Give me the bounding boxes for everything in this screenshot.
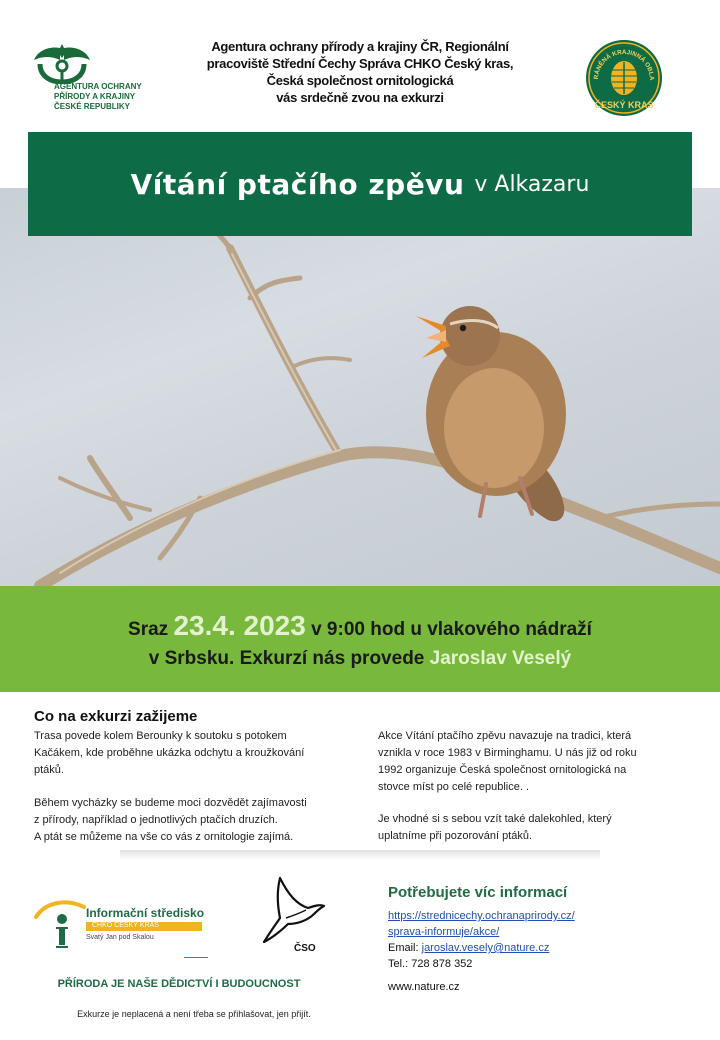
wren-on-branch-illustration (0, 188, 720, 586)
slogan: PŘÍRODA JE NAŠE DĚDICTVÍ I BUDOUCNOST (57, 978, 301, 990)
meeting-info-band (0, 586, 720, 692)
invitation-line: Česká společnost ornitologická (266, 73, 454, 88)
text-line: ptáků. (34, 764, 64, 776)
text-line: Akce Vítání ptačího zpěvu navazuje na tradici, která (378, 730, 632, 742)
invitation-line: Agentura ochrany přírody a krajiny ČR, Regionální (211, 39, 509, 54)
cso-label: ČSO (294, 943, 316, 954)
aopk-leaf-icon (30, 42, 160, 84)
left-paragraph-1 (34, 728, 304, 779)
website[interactable]: www.nature.cz (388, 981, 460, 993)
meeting-date: 23.4. 2023 (173, 610, 306, 641)
text-line: Kačákem, kde proběhne ukázka odchytu a kroužkování (34, 747, 305, 759)
wren-bird (416, 306, 566, 521)
aopk-line: ČESKÉ REPUBLIKY (54, 102, 131, 111)
chko-cesky-kras-badge (584, 38, 664, 118)
info-centre-title: Informační středisko (86, 906, 205, 920)
contact-heading: Potřebujete víc informací (388, 884, 568, 901)
event-title: Vítání ptačího zpěvu (130, 167, 465, 201)
info-centre-bar-text: CHKO ČESKÝ KRAS (92, 922, 159, 929)
right-paragraph-1 (378, 728, 637, 796)
meeting-line-1 (0, 610, 720, 642)
meeting-line-2 (0, 648, 720, 670)
free-entry-note: Exkurze je neplacená a není třeba se přihlašovat, jen přijít. (77, 1009, 311, 1019)
meeting-place-guide: v Srbsku. Exkurzí nás provede (148, 648, 425, 669)
right-paragraph-2 (378, 811, 612, 845)
meeting-time-place: v 9:00 hod u vlakového nádraží (311, 619, 592, 640)
text-line: Trasa povede kolem Berounky k soutoku s potokem (34, 730, 287, 742)
text-line: A ptát se můžeme na vše co vás z ornitologie zajímá. (34, 831, 294, 843)
section-divider (120, 850, 600, 860)
cso-logo (258, 874, 330, 944)
info-centre-bar (86, 922, 202, 931)
email-row (388, 942, 549, 954)
text-line: vznikla v roce 1983 v Birminghamu. U nás již od roku (378, 747, 637, 759)
info-centre-icon (32, 893, 92, 949)
email-label: Email: (388, 942, 419, 954)
text-line: z přírody, například o jednotlivých ptačích druzích. (34, 814, 278, 826)
aopk-line: PŘÍRODY A KRAJINY (54, 92, 136, 101)
badge-bottom-text: ČESKÝ KRAS (594, 100, 654, 110)
event-location: v Alkazaru (474, 171, 590, 197)
meeting-prefix: Sraz (128, 619, 169, 640)
text-line: Je vhodné si s sebou vzít také dalekohled, který (378, 813, 612, 825)
phone-number: 728 878 352 (411, 958, 473, 970)
badge-arc-text: RÁNĚNÁ KRAJINNÁ OBLA (592, 48, 656, 81)
text-line: Během vycházky se budeme moci dozvědět zajímavosti (34, 797, 307, 809)
guide-name: Jaroslav Veselý (429, 648, 572, 669)
wren-photo (0, 188, 720, 586)
invitation-text (180, 38, 540, 106)
trilobite-icon (611, 61, 637, 95)
event-url-line-2[interactable]: sprava-informuje/akce/ (388, 926, 500, 938)
text-line: uplatníme při pozorování ptáků. (378, 830, 533, 842)
bird-silhouette-icon (258, 874, 330, 944)
phone-row (388, 958, 472, 970)
invitation-line: vás srdečně zvou na exkurzi (276, 90, 444, 105)
small-rule (184, 957, 208, 958)
phone-label: Tel.: (388, 958, 409, 970)
text-line: 1992 organizuje Česká společnost ornitologická na (378, 764, 627, 776)
event-title-banner (28, 132, 692, 236)
event-url-line-1[interactable]: https://strednicechy.ochranaprirody.cz/ (388, 910, 575, 922)
aopk-line: AGENTURA OCHRANY (54, 82, 142, 91)
left-paragraph-2 (34, 795, 307, 846)
text-line: stovce míst po celé republice. . (378, 781, 530, 793)
section-heading: Co na exkurzi zažijeme (34, 708, 198, 725)
info-centre-location: Svatý Jan pod Skalou (86, 934, 154, 941)
email-link[interactable]: jaroslav.vesely@nature.cz (421, 942, 550, 954)
invitation-line: pracoviště Střední Čechy Správa CHKO Český kras, (206, 56, 514, 71)
aopk-name (54, 82, 142, 112)
